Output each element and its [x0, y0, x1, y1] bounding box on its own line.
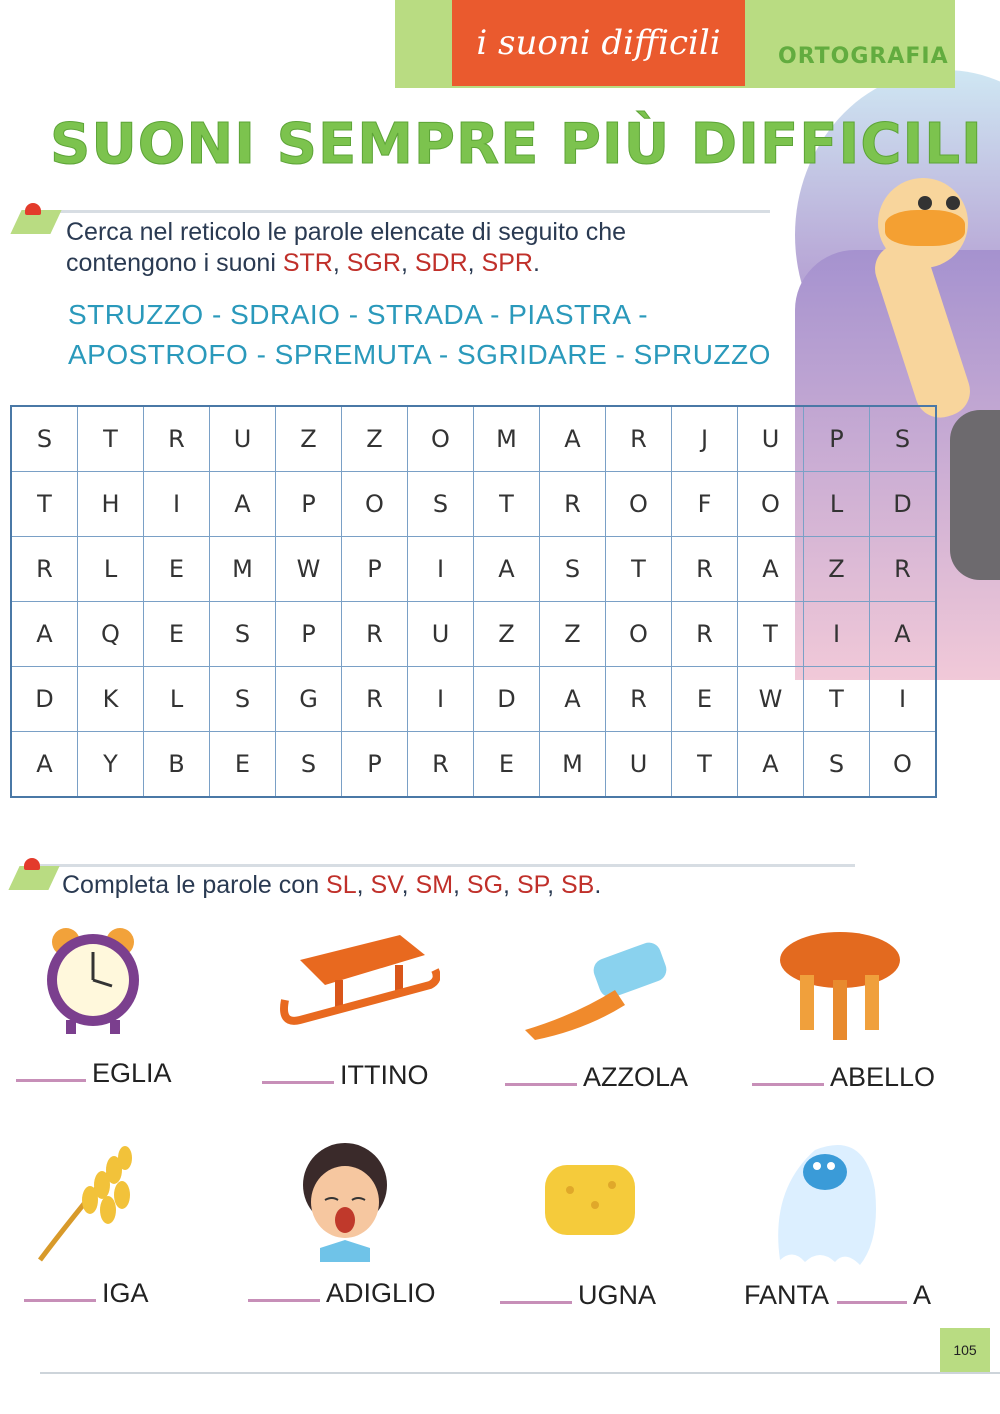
grid-cell[interactable]: O — [606, 602, 672, 667]
page-number: 105 — [940, 1328, 990, 1372]
alarm-clock-icon — [28, 920, 158, 1040]
grid-cell[interactable]: U — [738, 406, 804, 472]
grid-cell[interactable]: K — [78, 667, 144, 732]
grid-cell[interactable]: S — [210, 667, 276, 732]
grid-cell[interactable]: A — [540, 406, 606, 472]
grid-cell[interactable]: R — [672, 537, 738, 602]
grid-cell[interactable]: E — [144, 537, 210, 602]
grid-cell[interactable]: R — [606, 667, 672, 732]
grid-cell[interactable]: S — [540, 537, 606, 602]
sound-label: SP — [516, 871, 548, 899]
grid-cell[interactable]: M — [540, 732, 606, 798]
ostrich-beak — [885, 210, 965, 246]
sound-label: SGR — [346, 249, 401, 277]
section-label: ORTOGRAFIA — [778, 44, 949, 69]
footer-rule — [40, 1372, 1000, 1374]
word-suffix: ADIGLIO — [326, 1278, 436, 1308]
grid-cell[interactable]: O — [738, 472, 804, 537]
grid-cell[interactable]: I — [408, 667, 474, 732]
grid-cell[interactable]: O — [408, 406, 474, 472]
answer-line[interactable] — [500, 1291, 572, 1304]
grid-cell[interactable]: R — [408, 732, 474, 798]
grid-cell[interactable]: P — [342, 537, 408, 602]
ostrich-wing — [950, 410, 1000, 580]
grid-cell[interactable]: Q — [78, 602, 144, 667]
grid-cell[interactable]: T — [474, 472, 540, 537]
grid-cell[interactable]: L — [144, 667, 210, 732]
instruction-text: Completa le parole con — [62, 871, 327, 899]
section-divider — [40, 210, 770, 213]
grid-cell[interactable]: U — [606, 732, 672, 798]
grid-cell[interactable]: B — [144, 732, 210, 798]
grid-cell[interactable]: O — [606, 472, 672, 537]
wheat-ear-icon — [30, 1140, 150, 1270]
grid-cell[interactable]: A — [11, 602, 78, 667]
grid-cell[interactable]: J — [672, 406, 738, 472]
grid-row — [11, 537, 936, 602]
word-blank[interactable] — [744, 1280, 931, 1311]
grid-cell[interactable]: L — [804, 472, 870, 537]
grid-cell[interactable]: A — [210, 472, 276, 537]
brush-icon — [515, 935, 675, 1045]
grid-cell[interactable]: L — [78, 537, 144, 602]
sled-icon — [280, 930, 440, 1040]
sound-label: STR — [282, 249, 333, 277]
answer-line[interactable] — [752, 1073, 824, 1086]
grid-cell[interactable]: I — [870, 667, 937, 732]
grid-cell[interactable]: R — [540, 472, 606, 537]
grid-row — [11, 667, 936, 732]
answer-line[interactable] — [248, 1289, 320, 1302]
word-suffix: EGLIA — [92, 1058, 172, 1088]
grid-cell[interactable]: R — [144, 406, 210, 472]
grid-cell[interactable]: T — [606, 537, 672, 602]
grid-cell[interactable]: R — [672, 602, 738, 667]
grid-cell[interactable]: S — [276, 732, 342, 798]
sound-label: SV — [370, 871, 402, 899]
word-suffix: UGNA — [578, 1280, 657, 1310]
sponge-icon — [540, 1155, 640, 1250]
instruction-line: Cerca nel reticolo le parole elencate di seguito che — [66, 218, 627, 246]
grid-cell[interactable]: E — [210, 732, 276, 798]
grid-cell[interactable]: O — [342, 472, 408, 537]
answer-line[interactable] — [505, 1073, 577, 1086]
word-blank[interactable] — [16, 1058, 172, 1089]
word-list-line: STRUZZO - SDRAIO - STRADA - PIASTRA - — [68, 299, 649, 330]
grid-cell[interactable]: R — [606, 406, 672, 472]
word-blank[interactable] — [262, 1060, 429, 1091]
sound-label: SPR — [481, 249, 533, 277]
exercise2-instruction: Completa le parole con SL, SV, SM, SG, SP, SB. — [62, 871, 602, 899]
grid-cell[interactable]: Z — [342, 406, 408, 472]
word-suffix: IGA — [102, 1278, 149, 1308]
grid-cell[interactable]: P — [276, 602, 342, 667]
yawning-boy-icon — [290, 1140, 400, 1265]
exercise1-instruction — [66, 217, 626, 279]
grid-row — [11, 472, 936, 537]
grid-cell[interactable]: R — [342, 602, 408, 667]
grid-cell[interactable]: P — [342, 732, 408, 798]
answer-line[interactable] — [24, 1289, 96, 1302]
ostrich-eye — [918, 196, 932, 210]
ghost-icon — [765, 1130, 880, 1270]
grid-row — [11, 732, 936, 798]
sound-label: SL — [326, 871, 357, 899]
grid-cell[interactable]: A — [540, 667, 606, 732]
word-search-grid — [10, 405, 937, 798]
grid-cell[interactable]: T — [11, 472, 78, 537]
grid-cell[interactable]: Z — [276, 406, 342, 472]
grid-cell[interactable]: S — [408, 472, 474, 537]
grid-cell[interactable]: T — [672, 732, 738, 798]
grid-cell[interactable]: I — [144, 472, 210, 537]
instruction-line: contengono i suoni STR, SGR, SDR, SPR. — [66, 249, 540, 277]
grid-cell[interactable]: W — [276, 537, 342, 602]
grid-cell[interactable]: D — [474, 667, 540, 732]
grid-cell[interactable]: P — [276, 472, 342, 537]
grid-cell[interactable]: Z — [804, 537, 870, 602]
grid-cell[interactable]: P — [804, 406, 870, 472]
grid-cell[interactable]: A — [474, 537, 540, 602]
grid-cell[interactable]: G — [276, 667, 342, 732]
word-suffix: ABELLO — [830, 1062, 936, 1092]
section-divider — [40, 864, 855, 867]
word-prefix: FANTA — [744, 1280, 830, 1310]
grid-cell[interactable]: Z — [540, 602, 606, 667]
instruction-text: contengono i suoni — [66, 249, 283, 277]
sound-label: SM — [415, 871, 454, 899]
grid-cell[interactable]: E — [144, 602, 210, 667]
word-blank[interactable] — [752, 1062, 935, 1093]
word-list-line: APOSTROFO - SPREMUTA - SGRIDARE - SPRUZZO — [68, 339, 771, 370]
grid-cell[interactable]: S — [804, 732, 870, 798]
grid-cell[interactable]: O — [870, 732, 937, 798]
sound-label: SDR — [414, 249, 468, 277]
header-tab: i suoni difficili — [452, 0, 745, 86]
grid-cell[interactable]: W — [738, 667, 804, 732]
answer-line[interactable] — [16, 1069, 86, 1082]
word-blank[interactable] — [505, 1062, 688, 1093]
grid-cell[interactable]: S — [11, 406, 78, 472]
word-list — [68, 295, 771, 375]
answer-line[interactable] — [262, 1071, 334, 1084]
word-suffix: A — [913, 1280, 932, 1310]
grid-cell[interactable]: E — [474, 732, 540, 798]
grid-row — [11, 602, 936, 667]
grid-cell[interactable]: D — [11, 667, 78, 732]
mushroom-icon — [25, 203, 41, 215]
sound-label: SG — [466, 871, 504, 899]
grid-cell[interactable]: U — [408, 602, 474, 667]
grid-cell[interactable]: A — [870, 602, 937, 667]
grid-cell[interactable]: I — [804, 602, 870, 667]
grid-cell[interactable]: A — [738, 537, 804, 602]
grid-cell[interactable]: E — [672, 667, 738, 732]
answer-line[interactable] — [837, 1291, 907, 1304]
grid-cell[interactable]: S — [870, 406, 937, 472]
grid-cell[interactable]: D — [870, 472, 937, 537]
grid-cell[interactable]: Z — [474, 602, 540, 667]
grid-cell[interactable]: R — [11, 537, 78, 602]
stool-icon — [775, 930, 905, 1045]
grid-cell[interactable]: T — [804, 667, 870, 732]
grid-cell[interactable]: A — [738, 732, 804, 798]
word-suffix: AZZOLA — [583, 1062, 689, 1092]
word-blank[interactable] — [500, 1280, 656, 1311]
grid-cell[interactable]: T — [78, 406, 144, 472]
grid-cell[interactable]: M — [474, 406, 540, 472]
page-title: SUONI SEMPRE PIÙ DIFFICILI — [50, 112, 983, 177]
grid-cell[interactable]: F — [672, 472, 738, 537]
grid-cell[interactable]: M — [210, 537, 276, 602]
ostrich-eye — [946, 196, 960, 210]
word-blank[interactable] — [248, 1278, 436, 1309]
grid-cell[interactable]: T — [738, 602, 804, 667]
grid-cell[interactable]: A — [11, 732, 78, 798]
grid-cell[interactable]: U — [210, 406, 276, 472]
sound-label: SB — [561, 871, 595, 899]
grid-row — [11, 406, 936, 472]
grid-cell[interactable]: Y — [78, 732, 144, 798]
grid-cell[interactable]: R — [870, 537, 937, 602]
grid-cell[interactable]: R — [342, 667, 408, 732]
grid-cell[interactable]: S — [210, 602, 276, 667]
word-suffix: ITTINO — [340, 1060, 429, 1090]
word-blank[interactable] — [24, 1278, 149, 1309]
mushroom-icon — [24, 858, 40, 870]
grid-cell[interactable]: I — [408, 537, 474, 602]
grid-cell[interactable]: H — [78, 472, 144, 537]
